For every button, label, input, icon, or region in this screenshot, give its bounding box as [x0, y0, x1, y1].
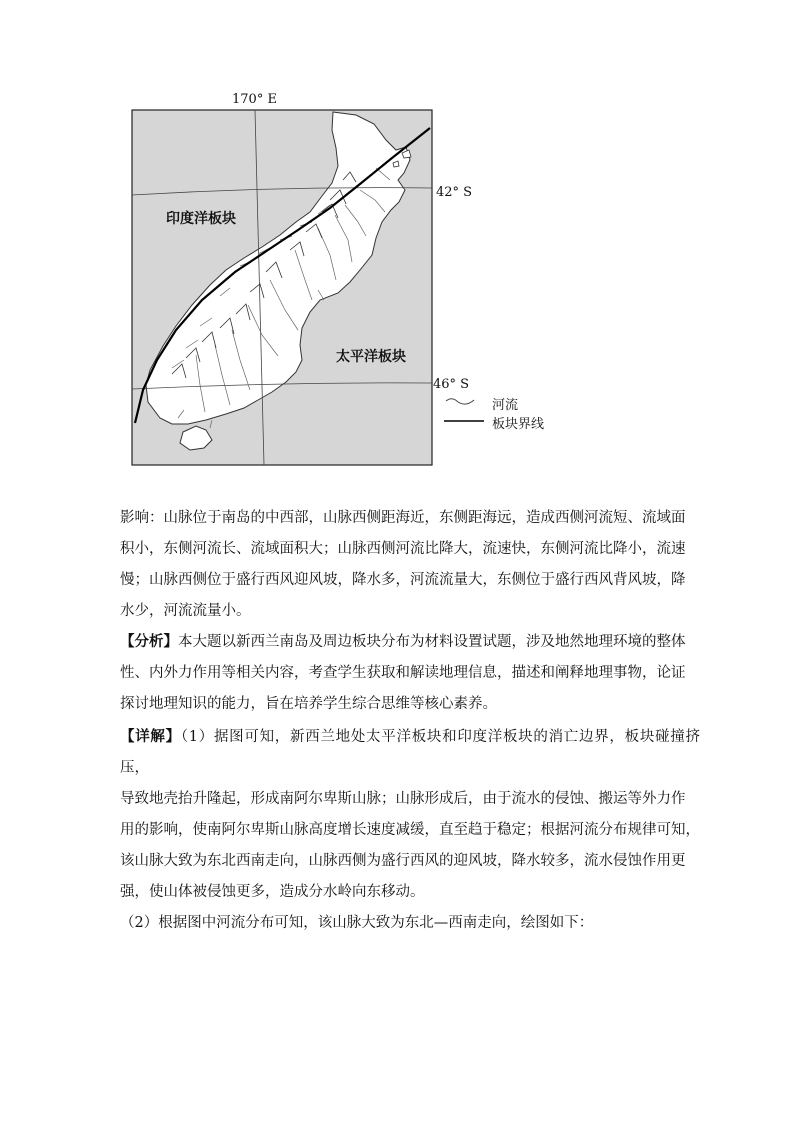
detail-section [120, 721, 700, 939]
text-line: 水少，河流流量小。 [120, 603, 251, 619]
analysis-line-text: 本大题以新西兰南岛及周边板块分布为材料设置试题，涉及地然地理环境的整体 [178, 634, 686, 650]
detail-tag: 【详解】 [120, 728, 181, 745]
legend-river-label: 河流 [492, 398, 519, 413]
text-line: 性、内外力作用等相关内容，考查学生获取和解读地理信息，描述和阐释地理事物，论证 [120, 665, 686, 681]
text-line: 该山脉大致为东北西南走向，山脉西侧为盛行西风的迎风坡，降水较多，流水侵蚀作用更 [120, 853, 686, 869]
text-line: 积小，东侧河流长、流域面积大；山脉西侧河流比降大，流速快，东侧河流比降小，流速 [120, 541, 686, 557]
latitude-46-label: 46° S [433, 377, 470, 392]
text-line: 探讨地理知识的能力，旨在培养学生综合思维等核心素养。 [120, 696, 497, 712]
text-line: 导致地壳抬升隆起，形成南阿尔卑斯山脉；山脉形成后，由于流水的侵蚀、搬运等外力作 [120, 791, 686, 807]
text-line: 影响：山脉位于南岛的中西部，山脉西侧距海近，东侧距海远，造成西侧河流短、流域面 [120, 510, 686, 526]
map-figure [0, 0, 800, 480]
pacific-plate-label: 太平洋板块 [336, 349, 406, 365]
longitude-label: 170° E [232, 92, 277, 107]
text-line: 用的影响，使南阿尔卑斯山脉高度增长速度减缓，直至趋于稳定；根据河流分布规律可知， [120, 822, 700, 838]
detail-line-text: （1）据图可知，新西兰地处太平洋板块和印度洋板块的消亡边界，板块碰撞挤压， [120, 729, 700, 776]
text-line [120, 721, 700, 784]
analysis-section [120, 626, 700, 720]
part2-line: （2）根据图中河流分布可知，该山脉大致为东北—西南走向，绘图如下： [120, 915, 594, 931]
influence-paragraph [120, 503, 700, 627]
latitude-42-label: 42° S [436, 185, 473, 200]
text-line [120, 626, 700, 658]
text-line: 慢；山脉西侧位于盛行西风迎风坡，降水多，河流流量大，东侧位于盛行西风背风坡，降 [120, 572, 686, 588]
legend-river-symbol [446, 399, 474, 404]
new-zealand-south-island-map [0, 0, 800, 480]
legend-boundary-label: 板块界线 [492, 417, 545, 432]
analysis-tag: 【分析】 [120, 633, 178, 650]
indian-plate-label: 印度洋板块 [166, 211, 236, 227]
text-line: 强，使山体被侵蚀更多，造成分水岭向东移动。 [120, 884, 425, 900]
